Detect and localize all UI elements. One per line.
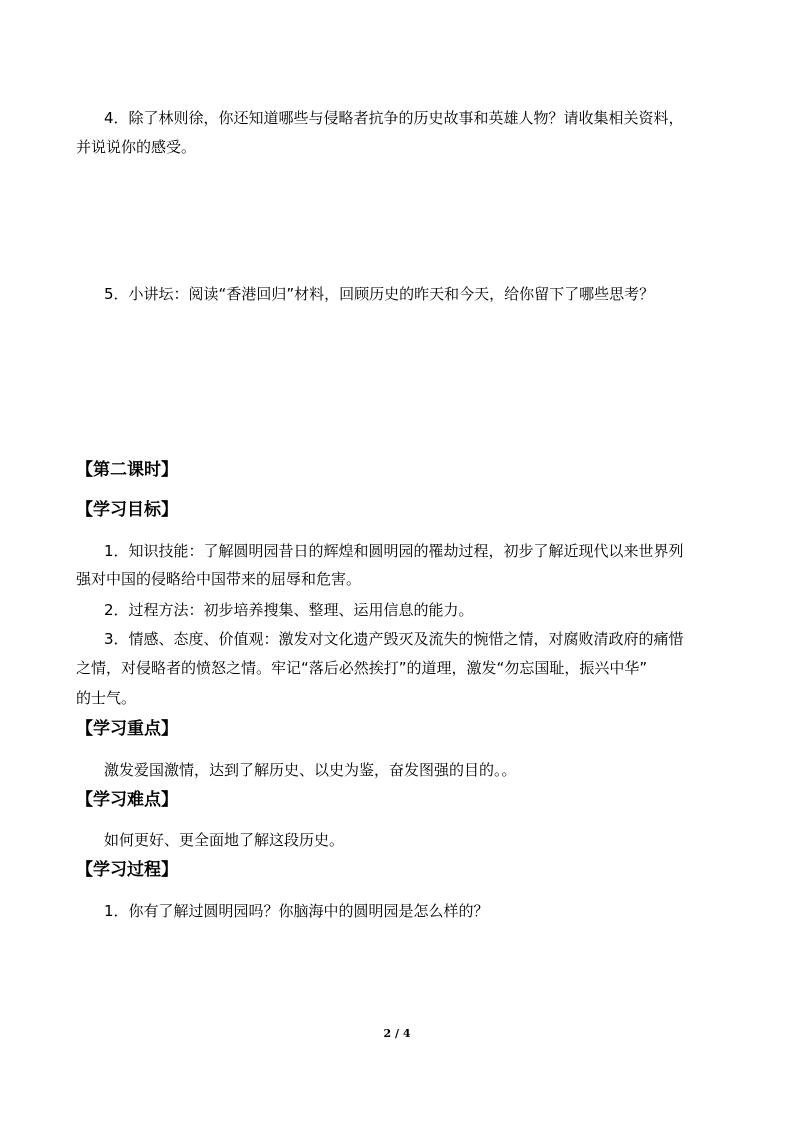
objective-3-line-2: 之情，对侵略者的愤怒之情。牢记“落后必然挨打”的道理，激发“勿忘国耻，振兴中华” bbox=[76, 659, 648, 677]
section-title-key-points: 【学习重点】 bbox=[76, 719, 178, 739]
question-4-line-2: 并说说你的感受。 bbox=[76, 138, 197, 156]
objective-3-line-3: 的士气。 bbox=[76, 689, 137, 707]
section-title-objectives: 【学习目标】 bbox=[76, 500, 178, 520]
question-4-line-1: 4．除了林则徐，你还知道哪些与侵略者抗争的历史故事和英雄人物？请收集相关资料， bbox=[104, 109, 684, 127]
section-title-second-lesson: 【第二课时】 bbox=[76, 460, 178, 480]
process-item-1: 1．你有了解过圆明园吗？你脑海中的圆明园是怎么样的？ bbox=[104, 902, 489, 920]
question-5-line-1: 5．小讲坛：阅读“香港回归”材料，回顾历史的昨天和今天，给你留下了哪些思考？ bbox=[104, 285, 655, 303]
difficulties-text: 如何更好、更全面地了解这段历史。 bbox=[104, 831, 345, 849]
page-number: 2 / 4 bbox=[383, 1027, 411, 1040]
key-points-text: 激发爱国激情，达到了解历史、以史为鉴，奋发图强的目的。。 bbox=[104, 761, 517, 779]
objective-1-line-1: 1．知识技能：了解圆明园昔日的辉煌和圆明园的罹劫过程，初步了解近现代以来世界列 bbox=[104, 542, 684, 560]
objective-1-line-2: 强对中国的侵略给中国带来的屈辱和危害。 bbox=[76, 570, 362, 588]
section-title-process: 【学习过程】 bbox=[76, 860, 178, 880]
section-title-difficulties: 【学习难点】 bbox=[76, 790, 178, 810]
objective-2: 2．过程方法：初步培养搜集、整理、运用信息的能力。 bbox=[104, 601, 474, 619]
objective-3-line-1: 3．情感、态度、价值观：激发对文化遗产毁灭及流失的惋惜之情，对腐败清政府的痛惜 bbox=[104, 630, 684, 648]
